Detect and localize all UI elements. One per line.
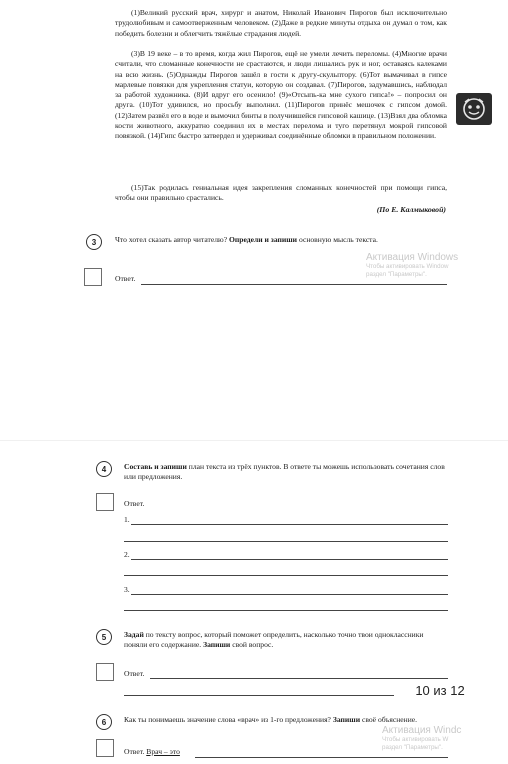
question-3-answer-line[interactable]	[141, 284, 447, 285]
question-6-text: Как ты понимаешь значение слова «врач» из 1-го предложения? Запиши своё объяснение.	[124, 715, 418, 724]
question-5-text: Задай по тексту вопрос, который поможет определить, насколько точно твои одноклассники поняли его содержание. Запиши свой вопрос.	[124, 630, 424, 649]
question-3-score-box	[84, 268, 102, 286]
plan-item-3-line-2[interactable]	[124, 610, 448, 611]
plan-item-1-label: 1.	[124, 515, 130, 524]
plan-item-1-line[interactable]	[131, 524, 448, 525]
text-source: (По Е. Калмыковой)	[376, 205, 446, 214]
document-page-2	[0, 440, 508, 764]
question-3-answer-label: Ответ.	[115, 274, 136, 283]
plan-item-3-label: 3.	[124, 585, 130, 594]
windows-activation-watermark-2: Активация Windc Чтобы активировать W раздел "Параметры".	[382, 725, 462, 751]
mascot-face-icon	[456, 93, 492, 125]
question-3-number: 3	[86, 234, 102, 250]
page-indicator: 10 из 12	[397, 680, 483, 700]
floating-app-icon[interactable]	[456, 93, 492, 125]
document-page-1	[0, 0, 508, 298]
text-paragraph-3: (15)Так родилась гениальная идея закрепления сломанных конечностей при помощи гипса, чтобы они правильно срастались.	[115, 183, 447, 203]
question-6-answer-label: Ответ. Врач – это	[124, 747, 180, 756]
plan-item-2-line-2[interactable]	[124, 575, 448, 576]
question-3-text: Что хотел сказать автор читателю? Определи и запиши основную мысль текста.	[115, 235, 378, 244]
question-4-text: Составь и запиши план текста из трёх пунктов. В ответе ты можешь использовать сочетания слов или предложения.	[124, 462, 445, 481]
question-5-answer-line-2[interactable]	[124, 695, 394, 696]
question-5-number: 5	[96, 629, 112, 645]
question-6-answer-line[interactable]	[195, 757, 448, 758]
question-6-score-box	[96, 739, 114, 757]
plan-item-1-line-2[interactable]	[124, 541, 448, 542]
question-5-answer-label: Ответ.	[124, 669, 145, 678]
text-paragraph-2: (3)В 19 веке – в то время, когда жил Пирогов, ещё не умели лечить переломы. (4)Многие врачи считали, что сломанные конечности не срастаются, и люди лишались рук и ног, оставаясь калеками на всю жизнь. (5)Однажды Пирогов зашёл в гости к другу-скульптору. (6)Тот вымачивал в гипсе марлевые повязки для укрепления статуи, которую он создавал. (7)Пирогов, задумавшись, наблюдал за работой художника. (8)И вдруг его осенило! (9)«Отсыпь-ка мне сухого гипса!» – попросил он друга. (10)Тот удивился, но просьбу выполнил. (11)Пирогов принёс мешочек с гипсом домой. (12)Затем развёл его в воде и вымочил бинты в получившейся гипсовой кашице. (13)Взял два обломка кости животного, аккуратно соединил их в местах перелома и туго перетянул мокрой гипсовой повязкой. (14)Гипс быстро затвердел и удерживал соединённые обломки в правильном положении.	[115, 49, 447, 141]
plan-item-2-line[interactable]	[131, 559, 448, 560]
question-5-answer-line[interactable]	[150, 678, 448, 679]
question-4-number: 4	[96, 461, 112, 477]
plan-item-2-label: 2.	[124, 550, 130, 559]
text-paragraph-1: (1)Великий русский врач, хирург и анатом, Николай Иванович Пирогов был исключительно трудолюбивым и самоотверженным человеком. (2)Даже в редкие минуты отдыха он думал о том, как победить болезни и облегчить тяжёлые страдания людей.	[115, 8, 447, 38]
question-5-score-box	[96, 663, 114, 681]
question-4-score-box	[96, 493, 114, 511]
question-6-number: 6	[96, 714, 112, 730]
windows-activation-watermark: Активация Windows Чтобы активировать Window раздел "Параметры".	[366, 252, 459, 278]
question-4-answer-label: Ответ.	[124, 499, 145, 508]
plan-item-3-line[interactable]	[131, 594, 448, 595]
